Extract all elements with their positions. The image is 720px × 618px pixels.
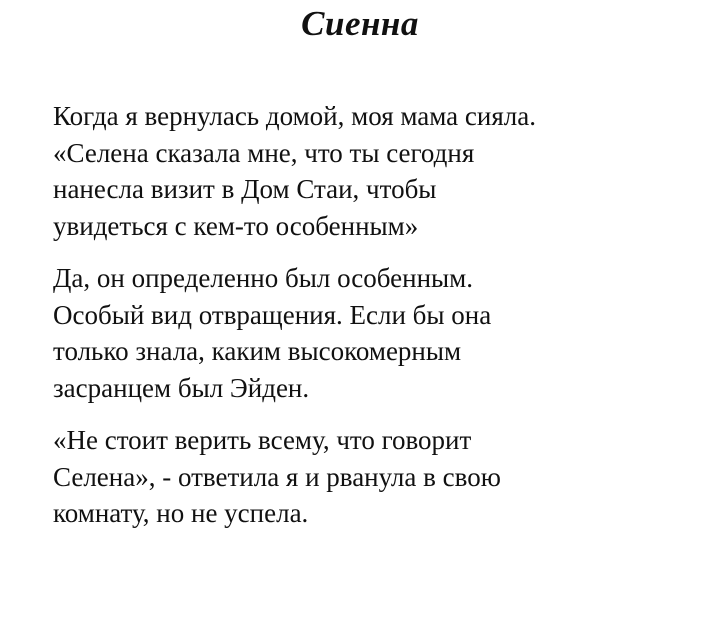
text-line: увидеться с кем-то особенным» (53, 210, 419, 241)
text-line: «Селена сказала мне, что ты сегодня (53, 137, 475, 168)
text-line: Когда я вернулась домой, моя мама сияла. (53, 101, 536, 131)
text-line: только знала, каким высокомерным (53, 336, 462, 366)
text-line: Селена», - ответила я и рванула в свою (53, 461, 501, 492)
page-title: Сиенна (301, 4, 419, 43)
paragraph-2 (53, 260, 693, 406)
text-line: «Не стоит верить всему, что говорит (53, 425, 472, 455)
paragraph-1 (53, 98, 693, 244)
text-line: комнату, но не успела. (53, 498, 309, 528)
text-body (53, 98, 693, 548)
text-line: Особый вид отвращения. Если бы она (53, 299, 492, 330)
text-line: засранцем был Эйден. (53, 372, 310, 403)
text-line: нанесла визит в Дом Стаи, чтобы (53, 174, 437, 204)
text-line: Да, он определенно был особенным. (53, 263, 474, 293)
paragraph-3 (53, 422, 693, 532)
